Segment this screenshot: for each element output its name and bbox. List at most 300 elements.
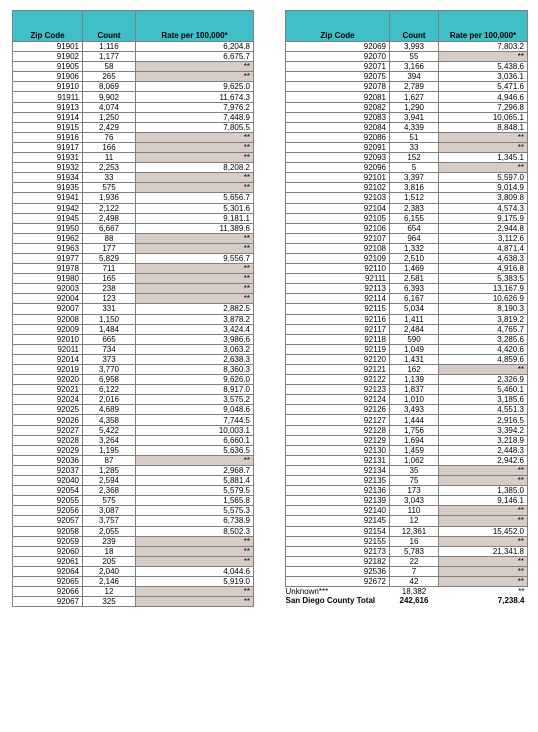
rate-cell: ** (439, 365, 528, 375)
zip-cell: 92117 (286, 324, 390, 334)
rate-cell: 8,848.1 (439, 122, 528, 132)
count-cell: 76 (83, 132, 136, 142)
count-cell: 1,139 (390, 375, 439, 385)
count-cell: 33 (390, 142, 439, 152)
rate-cell: 10,003.1 (136, 425, 254, 435)
rate-cell: 4,946.6 (439, 92, 528, 102)
count-cell: 7 (390, 566, 439, 576)
count-cell: 265 (83, 72, 136, 82)
zip-cell: 92154 (286, 526, 390, 536)
zip-cell: 92003 (13, 284, 83, 294)
table-row (286, 183, 528, 193)
rate-cell: 2,448.3 (439, 445, 528, 455)
zip-cell: 92126 (286, 405, 390, 415)
count-header: Count (390, 11, 439, 42)
rate-cell: 10,065.1 (439, 112, 528, 122)
rate-cell: 9,625.0 (136, 82, 254, 92)
zip-cell: 92066 (13, 587, 83, 597)
table-row (286, 173, 528, 183)
rate-cell: 5,301.6 (136, 203, 254, 213)
zip-cell: 92106 (286, 223, 390, 233)
count-cell: 331 (83, 304, 136, 314)
zip-cell: 91978 (13, 264, 83, 274)
table-row (286, 304, 528, 314)
table-row (13, 193, 254, 203)
rate-cell: ** (439, 536, 528, 546)
rate-cell: 3,063.2 (136, 344, 254, 354)
rate-cell: 6,675.7 (136, 52, 254, 62)
zip-cell: 92111 (286, 274, 390, 284)
table-row (13, 92, 254, 102)
count-cell: 575 (83, 496, 136, 506)
table-row (286, 476, 528, 486)
rate-cell: 9,146.1 (439, 496, 528, 506)
rate-cell: 15,452.0 (439, 526, 528, 536)
zip-cell: 92140 (286, 506, 390, 516)
table-row (13, 42, 254, 52)
zip-cell: 91941 (13, 193, 83, 203)
total-rate: 7,238.4 (497, 596, 525, 606)
zip-cell: 92102 (286, 183, 390, 193)
table-row (13, 62, 254, 72)
zip-cell: 92036 (13, 455, 83, 465)
table-row (13, 455, 254, 465)
count-cell: 42 (390, 576, 439, 586)
count-cell: 1,469 (390, 264, 439, 274)
count-cell: 87 (83, 455, 136, 465)
rate-header: Rate per 100,000* (439, 11, 528, 42)
rate-cell: ** (439, 476, 528, 486)
count-cell: 162 (390, 365, 439, 375)
zip-cell: 92056 (13, 506, 83, 516)
table-row (13, 556, 254, 566)
rate-cell: ** (136, 597, 254, 607)
rate-cell: 2,944.8 (439, 223, 528, 233)
rate-cell: 9,556.7 (136, 253, 254, 263)
rate-cell: 10,626.9 (439, 294, 528, 304)
table-row (286, 42, 528, 52)
count-cell: 3,043 (390, 496, 439, 506)
zip-cell: 92037 (13, 465, 83, 475)
rate-cell: 5,597.0 (439, 173, 528, 183)
table-row (13, 274, 254, 284)
zip-cell: 92070 (286, 52, 390, 62)
rate-cell: 5,579.5 (136, 486, 254, 496)
count-cell: 55 (390, 52, 439, 62)
zip-cell: 92108 (286, 243, 390, 253)
count-cell: 2,146 (83, 576, 136, 586)
table-row (13, 425, 254, 435)
zip-cell: 92055 (13, 496, 83, 506)
table-row (286, 253, 528, 263)
count-cell: 6,393 (390, 284, 439, 294)
table-row (286, 334, 528, 344)
zip-cell: 91916 (13, 132, 83, 142)
zip-cell: 91977 (13, 253, 83, 263)
rate-cell: 3,285.6 (439, 334, 528, 344)
count-cell: 654 (390, 223, 439, 233)
count-cell: 1,285 (83, 465, 136, 475)
unknown-rate: ** (518, 587, 525, 597)
rate-cell: ** (439, 142, 528, 152)
zip-cell: 92182 (286, 556, 390, 566)
rate-cell: 5,460.1 (439, 385, 528, 395)
table-row (286, 566, 528, 576)
count-cell: 2,122 (83, 203, 136, 213)
count-cell: 177 (83, 243, 136, 253)
table-row (286, 486, 528, 496)
rate-cell: ** (439, 566, 528, 576)
unknown-count: 18,382 (401, 587, 427, 597)
rate-cell: 4,638.3 (439, 253, 528, 263)
table-row (13, 506, 254, 516)
table-row (13, 233, 254, 243)
table-row (13, 213, 254, 223)
rate-cell: 4,574.3 (439, 203, 528, 213)
table-row (286, 395, 528, 405)
rate-cell: 4,044.6 (136, 566, 254, 576)
rate-cell: ** (136, 556, 254, 566)
count-cell: 18 (83, 546, 136, 556)
count-cell: 1,837 (390, 385, 439, 395)
zip-header: Zip Code (286, 11, 390, 42)
zip-cell: 92536 (286, 566, 390, 576)
count-cell: 9,902 (83, 92, 136, 102)
zip-cell: 91950 (13, 223, 83, 233)
count-cell: 1,049 (390, 344, 439, 354)
table-row (286, 354, 528, 364)
rate-cell: 7,448.9 (136, 112, 254, 122)
table-row (13, 385, 254, 395)
table-row (13, 153, 254, 163)
table-row (13, 203, 254, 213)
count-cell: 2,594 (83, 476, 136, 486)
rate-cell: 11,674.3 (136, 92, 254, 102)
rate-cell: 8,917.0 (136, 385, 254, 395)
zip-cell: 92136 (286, 486, 390, 496)
zip-cell: 92025 (13, 405, 83, 415)
count-cell: 51 (390, 132, 439, 142)
count-cell: 5,783 (390, 546, 439, 556)
table-row (13, 122, 254, 132)
rate-cell: 2,968.7 (136, 465, 254, 475)
count-cell: 58 (83, 62, 136, 72)
count-cell: 1,484 (83, 324, 136, 334)
rate-cell: ** (136, 132, 254, 142)
table-row (13, 173, 254, 183)
count-cell: 6,122 (83, 385, 136, 395)
table-row (13, 496, 254, 506)
count-cell: 165 (83, 274, 136, 284)
count-cell: 2,040 (83, 566, 136, 576)
zip-cell: 92123 (286, 385, 390, 395)
left-zip-table (12, 10, 254, 607)
rate-cell: 8,190.3 (439, 304, 528, 314)
zip-cell: 91905 (13, 62, 83, 72)
count-cell: 4,689 (83, 405, 136, 415)
count-cell: 1,627 (390, 92, 439, 102)
table-row (13, 334, 254, 344)
zip-cell: 91913 (13, 102, 83, 112)
count-cell: 88 (83, 233, 136, 243)
count-cell: 12 (390, 516, 439, 526)
zip-cell: 92173 (286, 546, 390, 556)
count-cell: 3,397 (390, 173, 439, 183)
zip-cell: 92131 (286, 455, 390, 465)
table-row (286, 526, 528, 536)
count-cell: 239 (83, 536, 136, 546)
rate-cell: 21,341.8 (439, 546, 528, 556)
rate-cell: ** (136, 183, 254, 193)
zip-cell: 92009 (13, 324, 83, 334)
count-cell: 75 (390, 476, 439, 486)
table-row (13, 526, 254, 536)
table-row (13, 243, 254, 253)
count-cell: 205 (83, 556, 136, 566)
count-cell: 166 (83, 142, 136, 152)
count-cell: 6,155 (390, 213, 439, 223)
zip-cell: 91942 (13, 203, 83, 213)
zip-cell: 92096 (286, 163, 390, 173)
count-cell: 2,429 (83, 122, 136, 132)
zip-cell: 92024 (13, 395, 83, 405)
zip-cell: 92065 (13, 576, 83, 586)
rate-cell: ** (136, 284, 254, 294)
rate-cell: 3,878.2 (136, 314, 254, 324)
zip-cell: 92107 (286, 233, 390, 243)
rate-cell: ** (439, 465, 528, 475)
count-cell: 238 (83, 284, 136, 294)
rate-cell: 5,383.5 (439, 274, 528, 284)
table-row (286, 375, 528, 385)
zip-cell: 92091 (286, 142, 390, 152)
count-cell: 1,177 (83, 52, 136, 62)
table-row (13, 354, 254, 364)
rate-cell: ** (439, 556, 528, 566)
count-cell: 12,361 (390, 526, 439, 536)
count-cell: 1,936 (83, 193, 136, 203)
table-row (13, 72, 254, 82)
table-row (13, 516, 254, 526)
table-row (13, 294, 254, 304)
header-row (13, 11, 254, 42)
zip-cell: 92082 (286, 102, 390, 112)
zip-cell: 92114 (286, 294, 390, 304)
table-row (286, 365, 528, 375)
count-cell: 590 (390, 334, 439, 344)
rate-cell: 6,204.8 (136, 42, 254, 52)
rate-cell: 3,809.8 (439, 193, 528, 203)
rate-cell: 4,551.3 (439, 405, 528, 415)
zip-cell: 91906 (13, 72, 83, 82)
table-row (13, 52, 254, 62)
zip-cell: 92130 (286, 445, 390, 455)
count-cell: 123 (83, 294, 136, 304)
zip-cell: 91962 (13, 233, 83, 243)
rate-cell: 5,656.7 (136, 193, 254, 203)
rate-cell: 3,218.9 (439, 435, 528, 445)
count-cell: 5,829 (83, 253, 136, 263)
zip-cell: 92054 (13, 486, 83, 496)
table-row (286, 153, 528, 163)
table-row (13, 163, 254, 173)
table-row (13, 183, 254, 193)
count-cell: 575 (83, 183, 136, 193)
count-cell: 373 (83, 354, 136, 364)
table-row (13, 344, 254, 354)
rate-cell: 2,942.6 (439, 455, 528, 465)
zip-cell: 92067 (13, 597, 83, 607)
count-cell: 1,150 (83, 314, 136, 324)
count-cell: 2,581 (390, 274, 439, 284)
count-cell: 33 (83, 173, 136, 183)
zip-cell: 91914 (13, 112, 83, 122)
table-row (286, 52, 528, 62)
table-row (13, 314, 254, 324)
zip-cell: 92101 (286, 173, 390, 183)
table-row (286, 536, 528, 546)
table-row (13, 435, 254, 445)
table-row (286, 122, 528, 132)
zip-cell: 92113 (286, 284, 390, 294)
table-row (13, 365, 254, 375)
total-row (286, 596, 528, 605)
count-cell: 734 (83, 344, 136, 354)
rate-cell: ** (136, 264, 254, 274)
count-cell: 3,087 (83, 506, 136, 516)
zip-cell: 91917 (13, 142, 83, 152)
table-row (286, 213, 528, 223)
table-row (13, 142, 254, 152)
zip-cell: 91911 (13, 92, 83, 102)
zip-cell: 92058 (13, 526, 83, 536)
zip-cell: 92093 (286, 153, 390, 163)
table-row (286, 425, 528, 435)
rate-cell: 3,986.6 (136, 334, 254, 344)
table-row (13, 405, 254, 415)
table-row (13, 587, 254, 597)
table-row (286, 455, 528, 465)
zip-cell: 92121 (286, 365, 390, 375)
zip-cell: 92127 (286, 415, 390, 425)
zip-cell: 91934 (13, 173, 83, 183)
table-row (286, 102, 528, 112)
table-row (286, 465, 528, 475)
zip-cell: 92061 (13, 556, 83, 566)
zip-cell: 92027 (13, 425, 83, 435)
count-cell: 3,993 (390, 42, 439, 52)
table-row (286, 435, 528, 445)
table-row (13, 284, 254, 294)
rate-cell: 5,438.6 (439, 62, 528, 72)
zip-cell: 92118 (286, 334, 390, 344)
table-row (13, 536, 254, 546)
rate-cell: ** (439, 132, 528, 142)
zip-cell: 92084 (286, 122, 390, 132)
rate-cell: ** (136, 72, 254, 82)
table-row (286, 264, 528, 274)
count-cell: 3,757 (83, 516, 136, 526)
zip-cell: 92155 (286, 536, 390, 546)
table-row (13, 546, 254, 556)
rate-cell: ** (136, 536, 254, 546)
rate-cell: 6,660.1 (136, 435, 254, 445)
table-row (286, 92, 528, 102)
zip-cell: 91901 (13, 42, 83, 52)
count-cell: 1,694 (390, 435, 439, 445)
table-row (13, 476, 254, 486)
zip-cell: 92075 (286, 72, 390, 82)
table-row (286, 496, 528, 506)
total-count: 242,616 (399, 596, 429, 606)
table-row (13, 465, 254, 475)
rate-cell: ** (136, 274, 254, 284)
rate-cell: ** (136, 294, 254, 304)
zip-cell: 92104 (286, 203, 390, 213)
unknown-row (286, 587, 528, 597)
rate-cell: 8,208.2 (136, 163, 254, 173)
count-cell: 3,166 (390, 62, 439, 72)
zip-cell: 92011 (13, 344, 83, 354)
zip-cell: 92672 (286, 576, 390, 586)
count-cell: 152 (390, 153, 439, 163)
rate-cell: ** (439, 576, 528, 586)
table-row (13, 304, 254, 314)
zip-cell: 92057 (13, 516, 83, 526)
rate-cell: ** (136, 587, 254, 597)
zip-cell: 92081 (286, 92, 390, 102)
rate-cell: 3,185.6 (439, 395, 528, 405)
table-row (286, 163, 528, 173)
zip-cell: 92014 (13, 354, 83, 364)
zip-cell: 92019 (13, 365, 83, 375)
table-row (286, 516, 528, 526)
rate-cell: 3,036.1 (439, 72, 528, 82)
table-row (286, 576, 528, 586)
count-cell: 3,264 (83, 435, 136, 445)
zip-cell: 91963 (13, 243, 83, 253)
right-zip-table (285, 10, 528, 605)
table-row (13, 324, 254, 334)
count-cell: 5,034 (390, 304, 439, 314)
count-cell: 1,116 (83, 42, 136, 52)
rate-cell: 4,916.8 (439, 264, 528, 274)
rate-cell: 3,112.6 (439, 233, 528, 243)
rate-cell: 5,636.5 (136, 445, 254, 455)
rate-cell: 2,638.3 (136, 354, 254, 364)
rate-cell: 1,345.1 (439, 153, 528, 163)
rate-cell: 3,575.2 (136, 395, 254, 405)
table-row (286, 556, 528, 566)
table-row (13, 576, 254, 586)
zip-cell: 92109 (286, 253, 390, 263)
rate-cell: ** (439, 506, 528, 516)
table-row (286, 62, 528, 72)
count-cell: 2,368 (83, 486, 136, 496)
count-header: Count (83, 11, 136, 42)
count-cell: 3,816 (390, 183, 439, 193)
zip-cell: 91902 (13, 52, 83, 62)
count-cell: 2,789 (390, 82, 439, 92)
table-row (286, 405, 528, 415)
zip-cell: 92026 (13, 415, 83, 425)
zip-cell: 92060 (13, 546, 83, 556)
table-row (286, 274, 528, 284)
table-row (286, 223, 528, 233)
rate-cell: 1,565.8 (136, 496, 254, 506)
rate-cell: 4,871.4 (439, 243, 528, 253)
zip-cell: 92040 (13, 476, 83, 486)
